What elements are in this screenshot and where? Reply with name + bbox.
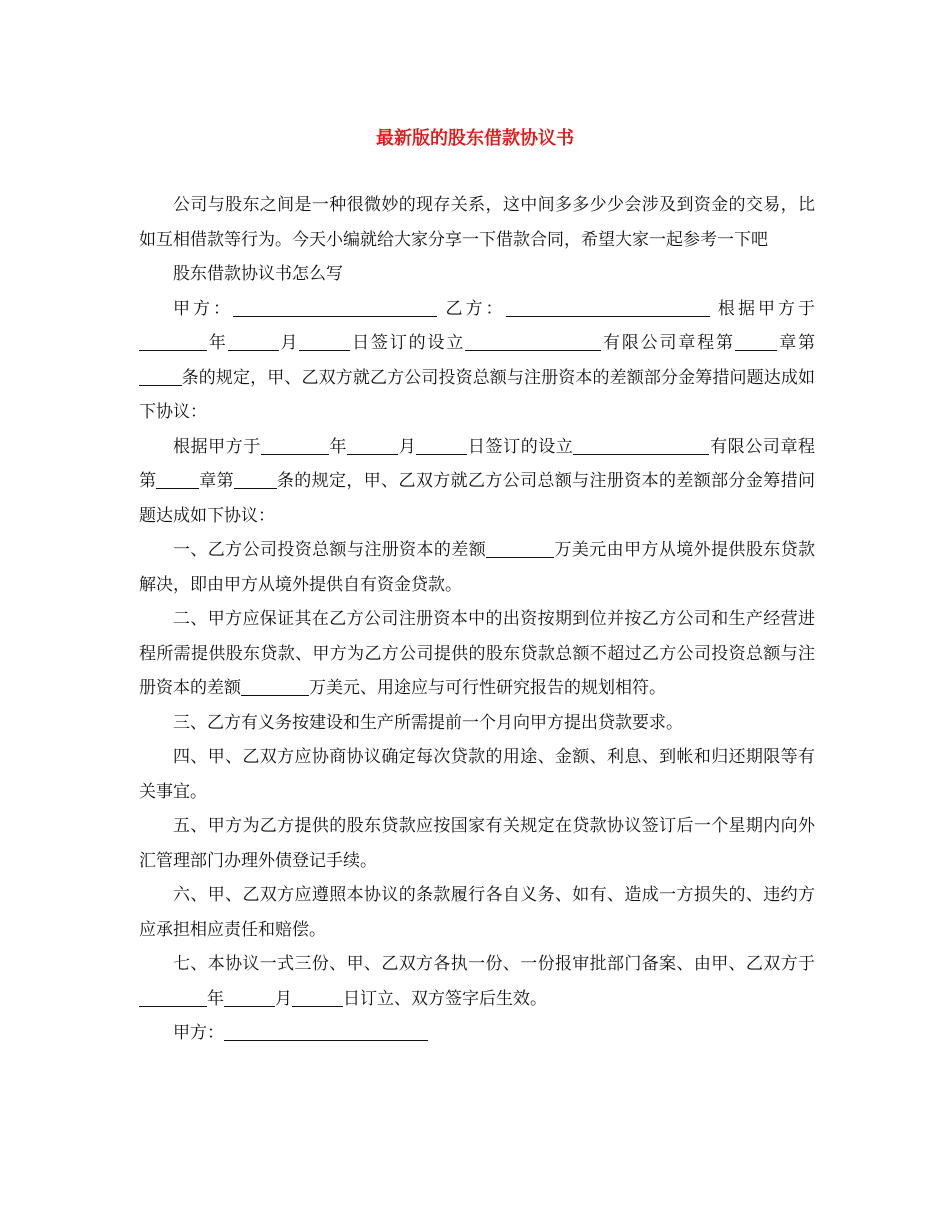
clause-4: 四、甲、乙双方应协商协议确定每次贷款的用途、金额、利息、到帐和归还期限等有关事宜。 [139, 747, 815, 802]
blank-field [416, 437, 467, 455]
blank-field [233, 299, 437, 317]
blank-field [139, 368, 182, 386]
blank-field [299, 333, 350, 351]
blank-field [465, 333, 601, 351]
blank-field [156, 471, 199, 489]
blank-field [506, 299, 710, 317]
blank-field [241, 678, 309, 696]
document-title: 最新版的股东借款协议书 [376, 128, 574, 149]
blank-field [228, 333, 279, 351]
blank-field [224, 1023, 428, 1041]
basis-paragraph: 根据甲方于 年 月 日签订的设立 有限公司章程第 章第 条的规定，甲、乙双方就乙方公司总额与注册资本的差额部分金筹措问题达成如下协议： [139, 436, 816, 526]
blank-field [139, 333, 207, 351]
intro-paragraph: 公司与股东之间是一种很微妙的现存关系，这中间多多少少会涉及到资金的交易，比如互相借款等行为。今天小编就给大家分享一下借款合同，希望大家一起参考一下吧 [139, 195, 815, 250]
blank-field [224, 989, 275, 1007]
clause-6: 六、甲、乙双方应遵照本协议的条款履行各自义务、如有、造成一方损失的、违约方应承担相应责任和赔偿。 [139, 885, 815, 940]
blank-field [573, 437, 709, 455]
signature-line: 甲方： [139, 1016, 815, 1051]
clause-3: 三、乙方有义务按建设和生产所需提前一个月向甲方提出贷款要求。 [173, 712, 683, 733]
blank-field [139, 989, 207, 1007]
clause-2: 二、甲方应保证其在乙方公司注册资本中的出资按期到位并按乙方公司和生产经营进程所需提供股东贷款、甲方为乙方公司提供的股东贷款总额不超过乙方公司投资总额与注册资本的差额 万美元、用途应与可行性研究报告的规划相符。 [139, 609, 815, 698]
document-body [139, 188, 815, 1051]
blank-field [261, 437, 329, 455]
clause-7: 七、本协议一式三份、甲、乙双方各执一份、一份报审批部门备案、由甲、乙双方于年 月 日订立、双方签字后生效。 [139, 947, 815, 1016]
blank-field [735, 333, 778, 351]
blank-field [234, 471, 277, 489]
blank-field [486, 540, 554, 558]
clause-5: 五、甲方为乙方提供的股东贷款应按国家有关规定在贷款协议签订后一个星期内向外汇管理部门办理外债登记手续。 [139, 816, 815, 871]
blank-field [292, 989, 343, 1007]
clause-1: 一、乙方公司投资总额与注册资本的差额 万美元由甲方从境外提供股东贷款解决，即由甲方从境外提供自有资金贷款。 [139, 540, 816, 595]
parties-paragraph: 甲方： 乙方： 根据甲方于年 月 日签订的设立 有限公司章程第 章第条的规定，甲、乙双方就乙方公司投资总额与注册资本的差额部分金筹措问题达成如下协议： [139, 298, 816, 422]
section-heading: 股东借款协议书怎么写 [173, 264, 343, 284]
blank-field [347, 437, 398, 455]
